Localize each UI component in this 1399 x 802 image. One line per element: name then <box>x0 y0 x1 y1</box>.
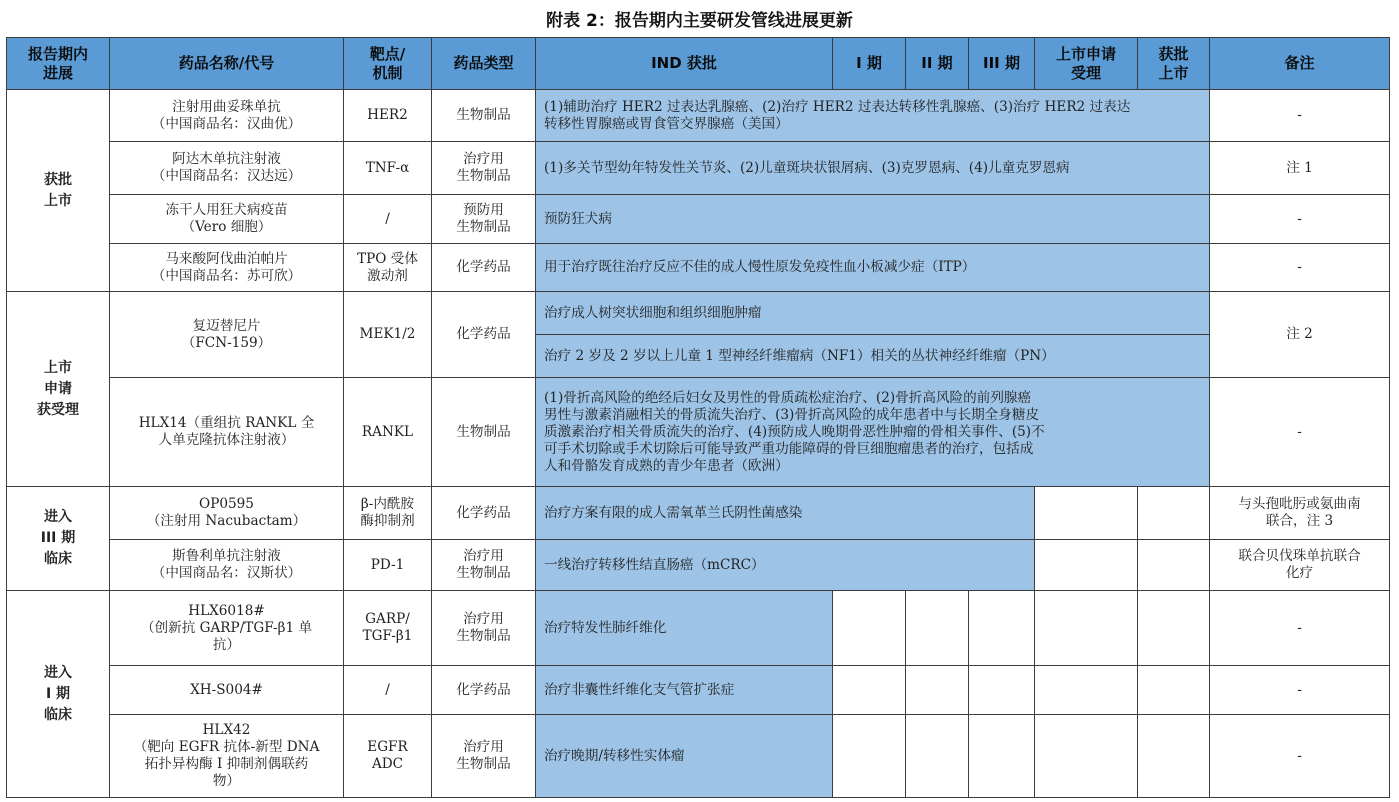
drug-name-cell: 注射用曲妥珠单抗 （中国商品名：汉曲优） <box>110 90 344 142</box>
note-cell: - <box>1210 90 1390 142</box>
note-cell: 联合贝伐珠单抗联合 化疗 <box>1210 540 1390 591</box>
table-body <box>7 90 1390 798</box>
table-row <box>7 292 1390 335</box>
header-phase-3: III 期 <box>969 38 1035 90</box>
header-approved: 获批 上市 <box>1138 38 1210 90</box>
target-cell: TPO 受体 激动剂 <box>344 244 432 292</box>
drug-name-cell: 阿达木单抗注射液 （中国商品名：汉达远） <box>110 142 344 195</box>
empty-stage-cell <box>833 666 906 715</box>
header-nda: 上市申请 受理 <box>1035 38 1138 90</box>
table-title: 附表 2：报告期内主要研发管线进展更新 <box>546 11 853 31</box>
target-cell: RANKL <box>344 378 432 487</box>
target-cell: GARP/ TGF-β1 <box>344 591 432 666</box>
empty-stage-cell <box>1035 540 1138 591</box>
table-row <box>7 90 1390 142</box>
progress-bar: 治疗方案有限的成人需氧革兰氏阴性菌感染 <box>536 487 1035 540</box>
empty-stage-cell <box>906 666 969 715</box>
drug-type-cell: 治疗用 生物制品 <box>432 142 536 195</box>
progress-bar: (1)骨折高风险的绝经后妇女及男性的骨质疏松症治疗、(2)骨折高风险的前列腺癌 男性与激素消融相关的骨质流失治疗、(3)骨折高风险的成年患者中与长期全身糖皮 质激素治疗相关骨质流失的治疗、(4)预防成人晚期骨恶性肿瘤的骨相关事件、(5)不 可手术切除或手术切除后可能导致严重功能障碍的骨巨细胞瘤患者的治疗，包括成 人和骨骼发育成熟的青少年患者（欧洲） <box>536 378 1210 487</box>
header-ind: IND 获批 <box>536 38 833 90</box>
drug-name-cell: XH-S004# <box>110 666 344 715</box>
table-row <box>7 142 1390 195</box>
drug-name-cell: 复迈替尼片 （FCN-159） <box>110 292 344 378</box>
target-cell: TNF-α <box>344 142 432 195</box>
drug-type-cell: 化学药品 <box>432 487 536 540</box>
header-type: 药品类型 <box>432 38 536 90</box>
drug-name-cell: HLX14（重组抗 RANKL 全 人单克隆抗体注射液） <box>110 378 344 487</box>
drug-type-cell: 预防用 生物制品 <box>432 195 536 244</box>
table-row <box>7 540 1390 591</box>
stage-cell: 获批 上市 <box>7 90 110 292</box>
empty-stage-cell <box>969 666 1035 715</box>
progress-bar: 治疗成人树突状细胞和组织细胞肿瘤 <box>536 292 1210 335</box>
table-row <box>7 666 1390 715</box>
header-stage: 报告期内 进展 <box>7 38 110 90</box>
target-cell: HER2 <box>344 90 432 142</box>
drug-name-cell: 冻干人用狂犬病疫苗 （Vero 细胞） <box>110 195 344 244</box>
drug-name-cell: HLX6018# （创新抗 GARP/TGF-β1 单 抗） <box>110 591 344 666</box>
header-note: 备注 <box>1210 38 1390 90</box>
note-cell: - <box>1210 378 1390 487</box>
empty-stage-cell <box>833 715 906 798</box>
progress-bar: 用于治疗既往治疗反应不佳的成人慢性原发免疫性血小板减少症（ITP） <box>536 244 1210 292</box>
note-cell: - <box>1210 591 1390 666</box>
target-cell: / <box>344 195 432 244</box>
target-cell: PD-1 <box>344 540 432 591</box>
empty-stage-cell <box>1035 715 1138 798</box>
progress-bar: 治疗 2 岁及 2 岁以上儿童 1 型神经纤维瘤病（NF1）相关的丛状神经纤维瘤（PN） <box>536 335 1210 378</box>
note-cell: 与头孢吡肟或氨曲南 联合，注 3 <box>1210 487 1390 540</box>
drug-type-cell: 化学药品 <box>432 666 536 715</box>
note-cell: 注 1 <box>1210 142 1390 195</box>
drug-name-cell: 马来酸阿伐曲泊帕片 （中国商品名：苏可欣） <box>110 244 344 292</box>
empty-stage-cell <box>833 591 906 666</box>
empty-stage-cell <box>1138 715 1210 798</box>
drug-type-cell: 化学药品 <box>432 292 536 378</box>
drug-type-cell: 生物制品 <box>432 378 536 487</box>
drug-name-cell: OP0595 （注射用 Nacubactam） <box>110 487 344 540</box>
progress-bar: (1)辅助治疗 HER2 过表达乳腺癌、(2)治疗 HER2 过表达转移性乳腺癌、(3)治疗 HER2 过表达 转移性胃腺癌或胃食管交界腺癌（美国） <box>536 90 1210 142</box>
drug-name-cell: 斯鲁利单抗注射液 （中国商品名：汉斯状） <box>110 540 344 591</box>
header-drug: 药品名称/代号 <box>110 38 344 90</box>
stage-cell: 进入 III 期 临床 <box>7 487 110 591</box>
stage-cell: 上市 申请 获受理 <box>7 292 110 487</box>
target-cell: MEK1/2 <box>344 292 432 378</box>
header-phase-2: II 期 <box>906 38 969 90</box>
empty-stage-cell <box>969 591 1035 666</box>
drug-type-cell: 治疗用 生物制品 <box>432 591 536 666</box>
empty-stage-cell <box>969 715 1035 798</box>
table-row <box>7 715 1390 798</box>
table-row <box>7 195 1390 244</box>
note-cell: - <box>1210 244 1390 292</box>
drug-type-cell: 治疗用 生物制品 <box>432 715 536 798</box>
pipeline-table <box>6 37 1390 798</box>
drug-type-cell: 治疗用 生物制品 <box>432 540 536 591</box>
progress-bar: (1)多关节型幼年特发性关节炎、(2)儿童斑块状银屑病、(3)克罗恩病、(4)儿童克罗恩病 <box>536 142 1210 195</box>
progress-bar: 治疗非囊性纤维化支气管扩张症 <box>536 666 833 715</box>
progress-bar: 治疗特发性肺纤维化 <box>536 591 833 666</box>
empty-stage-cell <box>1035 591 1138 666</box>
empty-stage-cell <box>1035 666 1138 715</box>
target-cell: / <box>344 666 432 715</box>
empty-stage-cell <box>906 715 969 798</box>
drug-name-cell: HLX42 （靶向 EGFR 抗体-新型 DNA 拓扑异构酶 I 抑制剂偶联药 物） <box>110 715 344 798</box>
empty-stage-cell <box>1138 591 1210 666</box>
drug-type-cell: 化学药品 <box>432 244 536 292</box>
target-cell: EGFR ADC <box>344 715 432 798</box>
header-target: 靶点/ 机制 <box>344 38 432 90</box>
progress-bar: 预防狂犬病 <box>536 195 1210 244</box>
empty-stage-cell <box>1138 666 1210 715</box>
empty-stage-cell <box>1035 487 1138 540</box>
empty-stage-cell <box>1138 487 1210 540</box>
drug-type-cell: 生物制品 <box>432 90 536 142</box>
table-row <box>7 591 1390 666</box>
note-cell: - <box>1210 715 1390 798</box>
table-row <box>7 244 1390 292</box>
header-row <box>7 38 1390 90</box>
note-cell: - <box>1210 195 1390 244</box>
header-phase-1: I 期 <box>833 38 906 90</box>
table-row <box>7 378 1390 487</box>
note-cell: 注 2 <box>1210 292 1390 378</box>
progress-bar: 一线治疗转移性结直肠癌（mCRC） <box>536 540 1035 591</box>
empty-stage-cell <box>906 591 969 666</box>
note-cell: - <box>1210 666 1390 715</box>
progress-bar: 治疗晚期/转移性实体瘤 <box>536 715 833 798</box>
stage-cell: 进入 I 期 临床 <box>7 591 110 798</box>
empty-stage-cell <box>1138 540 1210 591</box>
table-row <box>7 487 1390 540</box>
target-cell: β-内酰胺 酶抑制剂 <box>344 487 432 540</box>
